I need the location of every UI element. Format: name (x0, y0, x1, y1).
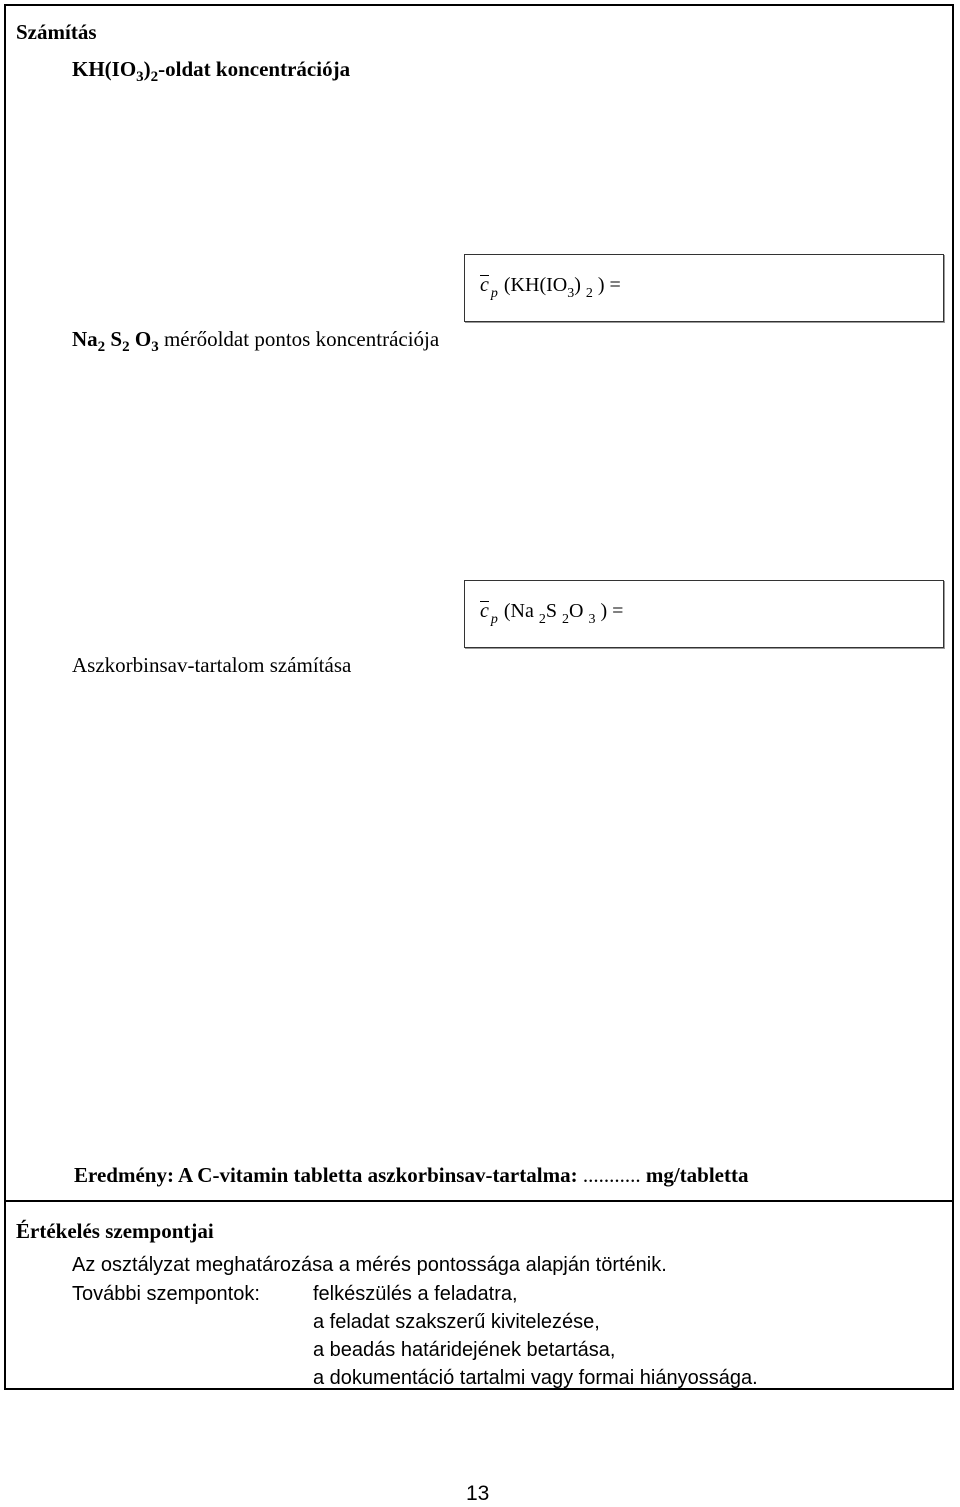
page-number: 13 (466, 1482, 490, 1505)
na-heading-sub1: 2 (97, 339, 106, 355)
formula-c-bar: c (480, 274, 489, 296)
na-heading-post: mérőoldat pontos koncentrációja (163, 327, 440, 351)
formula-na-sub2: 2 (562, 612, 569, 627)
na-heading (72, 327, 439, 354)
criteria-item: a beadás határidejének betartása, (313, 1339, 616, 1361)
kh-heading (72, 57, 350, 84)
na-heading-sub2: 2 (122, 339, 130, 355)
formula-na-sub1: 2 (538, 612, 546, 627)
kh-heading-post: -oldat koncentrációja (158, 57, 351, 81)
section-title: Számítás (16, 20, 97, 44)
criteria-item: a feladat szakszerű kivitelezése, (313, 1311, 600, 1333)
formula-na-close: ) = (600, 600, 624, 622)
formula-kh-close: ) = (597, 274, 621, 296)
na-heading-s: S (110, 327, 123, 351)
result-unit: mg/tabletta (645, 1163, 749, 1187)
formula-na-o: O (569, 600, 584, 622)
kh-heading-sub2: 2 (150, 69, 159, 85)
ascorbic-heading: Aszkorbinsav-tartalom számítása (72, 653, 352, 677)
kh-heading-mid: ) (143, 57, 151, 81)
formula-p-sub: p (490, 612, 498, 627)
formula-kh-mid: ) (574, 274, 581, 296)
criteria-item: a dokumentáció tartalmi vagy formai hiányossága. (313, 1367, 758, 1389)
na-concentration-formula (480, 599, 623, 626)
kh-heading-sub1: 3 (136, 69, 144, 85)
criteria-item: felkészülés a feladatra, (313, 1283, 518, 1305)
formula-kh-sub2: 2 (585, 286, 593, 301)
na-heading-sub3: 3 (151, 339, 159, 355)
kh-concentration-box (464, 254, 944, 322)
further-criteria-label: További szempontok: (72, 1283, 260, 1305)
formula-p-sub: p (490, 286, 498, 301)
formula-c-bar: c (480, 600, 489, 622)
section-divider (4, 1200, 954, 1202)
na-concentration-box (464, 580, 944, 648)
evaluation-line1: Az osztályzat meghatározása a mérés pontossága alapján történik. (72, 1254, 667, 1276)
na-heading-na: Na (72, 327, 98, 351)
result-label: Eredmény: A C-vitamin tabletta aszkorbinsav-tartalma: (74, 1163, 578, 1187)
formula-na-open: (Na (503, 600, 534, 622)
result-line (74, 1163, 748, 1187)
formula-na-sub3: 3 (588, 612, 596, 627)
formula-kh-sub1: 3 (567, 286, 575, 301)
formula-kh-open: (KH(IO (503, 274, 568, 296)
kh-heading-pre: KH(IO (72, 57, 137, 81)
result-blank: ........... (582, 1163, 641, 1187)
formula-na-s: S (545, 600, 557, 622)
evaluation-title: Értékelés szempontjai (16, 1219, 214, 1243)
kh-concentration-formula (480, 273, 621, 300)
na-heading-o: O (134, 327, 152, 351)
